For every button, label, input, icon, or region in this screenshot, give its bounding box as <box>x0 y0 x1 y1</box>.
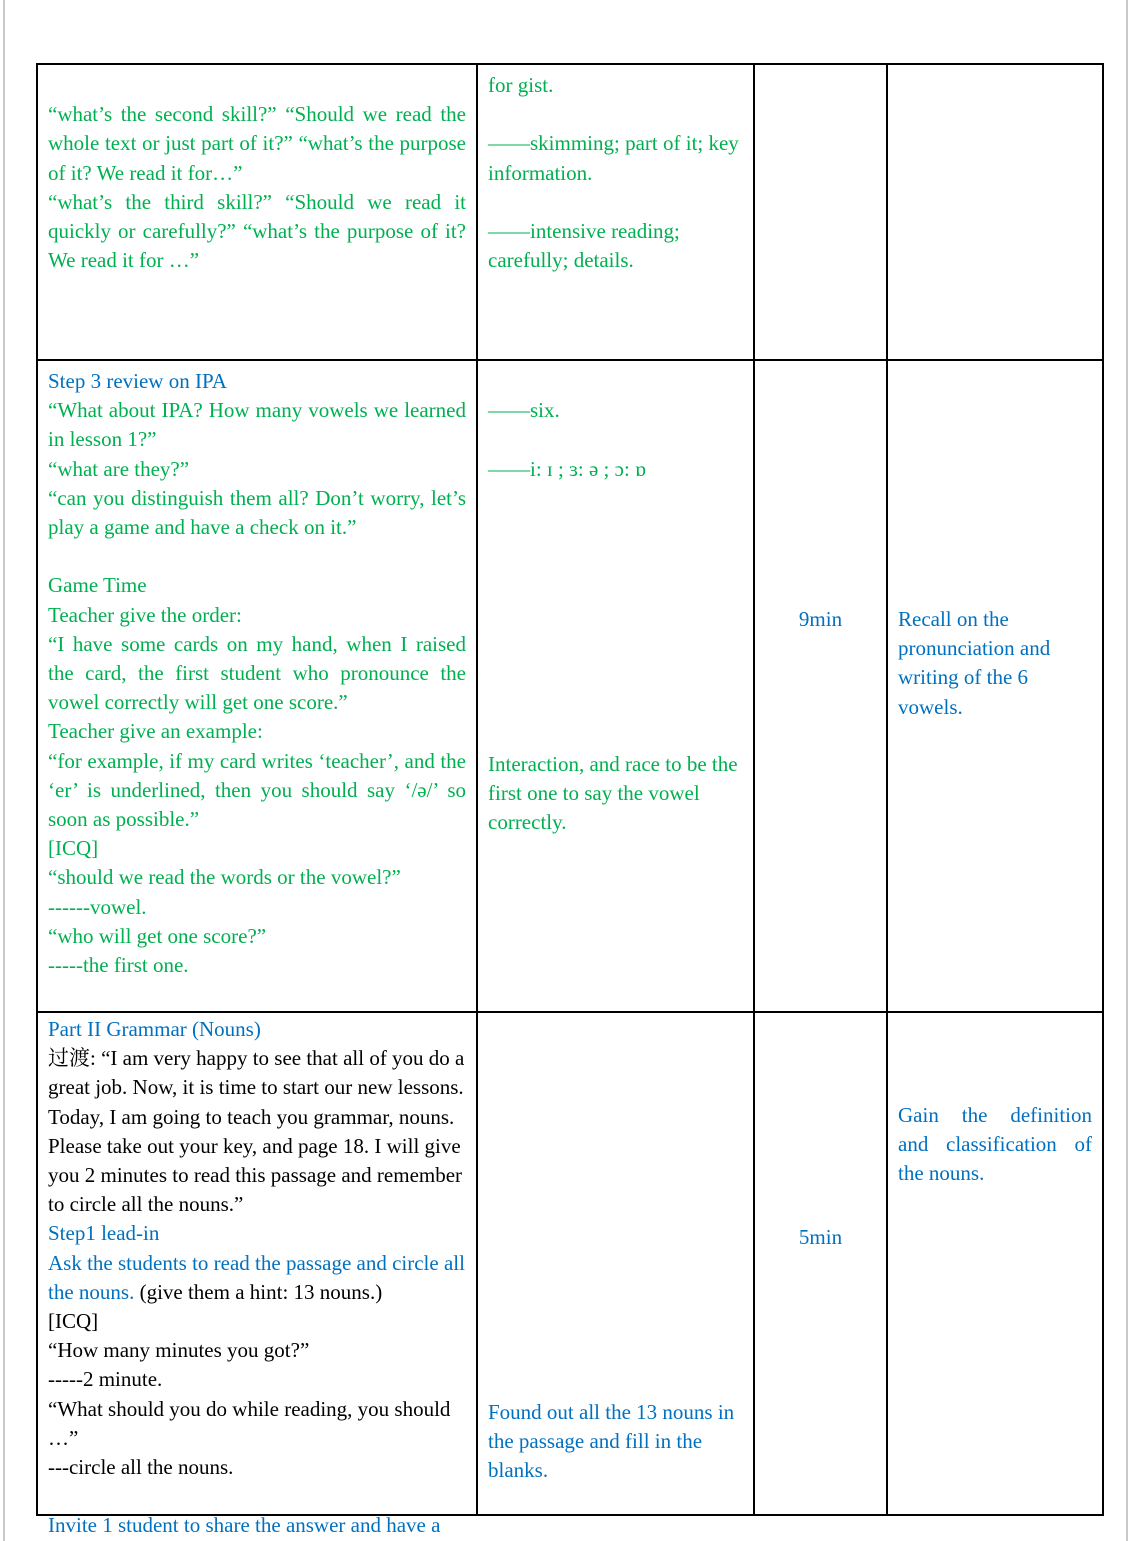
interaction-cell-nouns <box>478 1013 755 1514</box>
icq-answer-vowel: ------vowel. <box>48 894 147 919</box>
answer-vowel-symbols: ——i: ɪ ; ɜ: ə ; ɔ: ɒ <box>488 456 647 481</box>
purpose-cell-step3 <box>888 361 1102 1013</box>
purpose-cell-part2 <box>888 1013 1102 1514</box>
blank-line <box>48 542 466 571</box>
part2-heading: Part II Grammar (Nouns) <box>48 1017 261 1041</box>
dialogue-what-about-ipa: “What about IPA? How many vowels we learned in lesson 1?” <box>48 398 466 452</box>
dialogue-example-teacher-card: “for example, if my card writes ‘teacher’, and the ‘er’ is underlined, then you should say ‘/ə/’ so soon as possible.” <box>48 748 466 832</box>
dialogue-third-skill: “what’s the third skill?” “Should we read it quickly or carefully?” “what’s the purpose of it? We read it for …” <box>48 189 466 273</box>
answer-for-gist: for gist. <box>488 73 554 97</box>
icq-question-minutes: “How many minutes you got?” <box>48 1338 310 1363</box>
purpose-cell-empty <box>888 65 1102 361</box>
answer-six: ——six. <box>488 398 560 423</box>
blank-line <box>488 367 743 396</box>
icq-question-while-reading: “What should you do while reading, you should …” <box>48 1396 451 1450</box>
procedure-cell-reading-skills <box>38 65 478 361</box>
blank-line <box>48 71 466 100</box>
page-edge-right <box>1126 0 1128 1541</box>
step3-heading: Step 3 review on IPA <box>48 369 227 393</box>
interaction-cell-reading-answers <box>478 65 755 361</box>
lesson-plan-table <box>36 63 1104 1538</box>
icq-label-part2: [ICQ] <box>48 1309 99 1334</box>
time-cell-part2 <box>755 1013 888 1514</box>
purpose-recall-vowels: Recall on the pronunciation and writing of the 6 vowels. <box>898 607 1051 719</box>
icq-answer-2-minute: -----2 minute. <box>48 1367 163 1392</box>
time-9min: 9min <box>798 607 843 631</box>
purpose-gain-definition: Gain the definition and classification of the nouns. <box>898 1103 1092 1186</box>
time-5min: 5min <box>798 1225 843 1249</box>
transition-speech: 过渡: “I am very happy to see that all of you do a great job. Now, it is time to start our new lessons. Today, I am going to teach you grammar, nouns. Please take out your key, and page 18. I will give you 2 minutes to read this passage and remember to circle all the nouns.” <box>48 1046 465 1217</box>
dialogue-what-are-they: “what are they?” <box>48 456 190 481</box>
answer-skimming: ——skimming; part of it; key information. <box>488 131 739 185</box>
icq-question-score: “who will get one score?” <box>48 923 267 948</box>
blank-line <box>48 1482 466 1511</box>
dialogue-second-skill: “what’s the second skill?” “Should we read the whole text or just part of it?” “what’s the purpose of it? We read it for…” <box>48 102 466 185</box>
answer-intensive-reading: ——intensive reading; carefully; details. <box>488 218 680 273</box>
interaction-race-note: Interaction, and race to be the first one to say the vowel correctly. <box>488 751 738 835</box>
lead-in-instruction <box>48 1249 466 1307</box>
lead-in-instruction-blue: Ask the students to read the passage and circle all the nouns. <box>48 1250 465 1304</box>
blank-line <box>488 188 743 217</box>
page-edge-left <box>3 0 5 1541</box>
icq-answer-first-one: -----the first one. <box>48 953 189 978</box>
invite-student-note: Invite 1 student to share the answer and have a <box>48 1513 441 1538</box>
step1-heading: Step1 lead-in <box>48 1221 160 1246</box>
dialogue-distinguish: “can you distinguish them all? Don’t worry, let’s play a game and have a check on it.” <box>48 485 466 540</box>
teacher-example-label: Teacher give an example: <box>48 719 263 744</box>
procedure-cell-step3-ipa <box>38 361 478 1013</box>
blank-line <box>488 425 743 454</box>
blank-line <box>488 100 743 129</box>
dialogue-cards-rule: “I have some cards on my hand, when I raised the card, the first student who pronounce the vowel correctly will get one score.” <box>48 631 466 715</box>
icq-question-words-or-vowel: “should we read the words or the vowel?” <box>48 865 401 890</box>
lead-in-hint: (give them a hint: 13 nouns.) <box>134 1279 383 1304</box>
interaction-cell-ipa-answers <box>478 361 755 1013</box>
icq-answer-circle-nouns: ---circle all the nouns. <box>48 1455 234 1480</box>
time-cell-empty <box>755 65 888 361</box>
icq-label-step3: [ICQ] <box>48 836 99 861</box>
game-time-label: Game Time <box>48 573 147 598</box>
found-nouns-note: Found out all the 13 nouns in the passage and fill in the blanks. <box>488 1400 735 1483</box>
procedure-cell-part2-grammar <box>38 1013 478 1538</box>
teacher-order-label: Teacher give the order: <box>48 602 242 627</box>
time-cell-step3 <box>755 361 888 1013</box>
